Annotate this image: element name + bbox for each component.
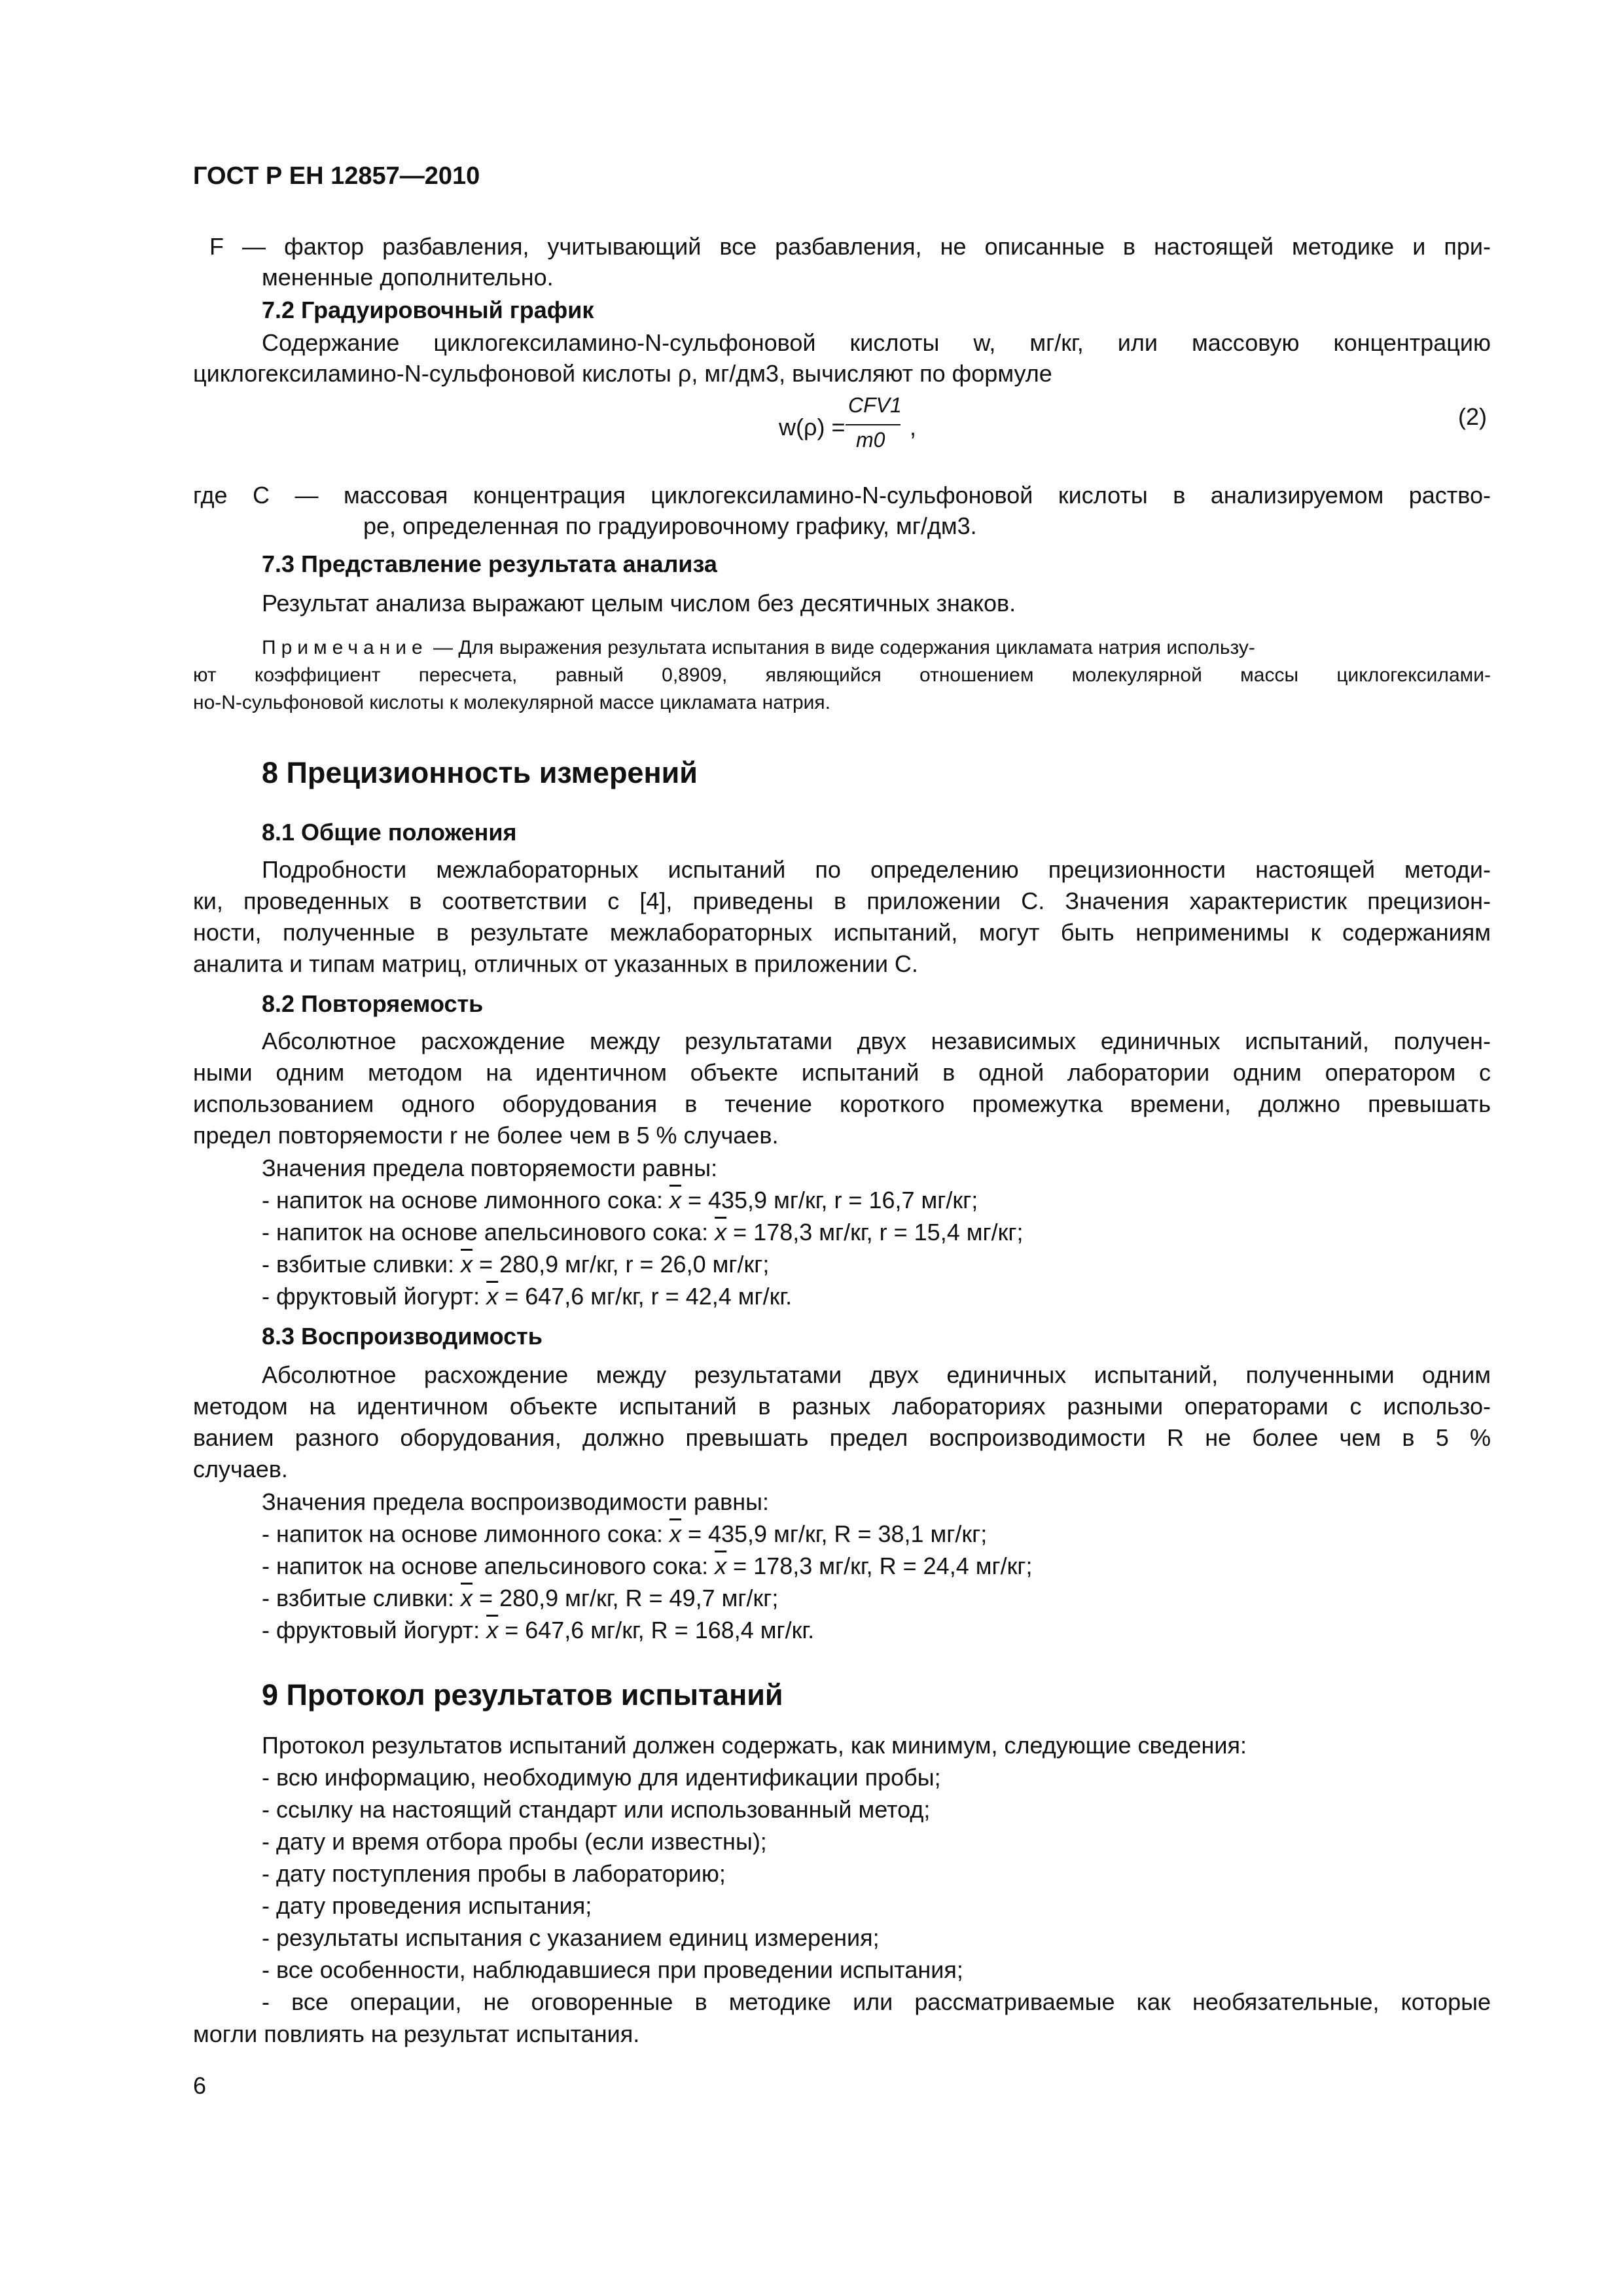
protocol-item: - дату и время отбора пробы (если известны); — [262, 1828, 767, 1855]
reproducibility-item: - взбитые сливки: $\overline{x} = 280,9$ мг/кг, R = 49,7 мг/кг; — [262, 1585, 779, 1611]
x-mean-symbol: $\overline{x}$ — [669, 1520, 681, 1547]
repeatability-item: - напиток на основе лимонного сока: $\overline{x} = 435,9$ мг/кг, r = 16,7 мг/кг; — [262, 1187, 978, 1213]
protocol-item-last-line-1: - все операции, не оговоренные в методике или рассматриваемые как необязательные, которые — [262, 1988, 1491, 2015]
protocol-item: - дату поступления пробы в лабораторию; — [262, 1860, 726, 1887]
section-7-2-title: 7.2 Градуировочный график — [262, 296, 594, 323]
protocol-item: - дату проведения испытания; — [262, 1892, 592, 1919]
section-7-3-para: Результат анализа выражают целым числом без десятичных знаков. — [262, 590, 1016, 617]
x-mean-symbol: $\overline{x}$ — [486, 1283, 499, 1310]
x-mean-symbol: $\overline{x}$ — [461, 1585, 473, 1611]
formula-numerator: CFV1 — [848, 393, 902, 417]
section-8-1-line-2: ки, проведенных в соответствии с [4], приведены в приложении С. Значения характеристик прецизион- — [193, 888, 1491, 914]
reproducibility-item: - фруктовый йогурт: $\overline{x} = 647,6$ мг/кг, R = 168,4 мг/кг. — [262, 1617, 815, 1643]
protocol-item-last-line-2: могли повлиять на результат испытания. — [193, 2020, 640, 2047]
section-8-3-line-3: ванием разного оборудования, должно превышать предел воспроизводимости R не более чем в 5 % — [193, 1424, 1491, 1451]
repeatability-item: - фруктовый йогурт: $\overline{x} = 647,6$ мг/кг, r = 42,4 мг/кг. — [262, 1283, 793, 1310]
document-header-id: ГОСТ Р ЕН 12857—2010 — [193, 162, 480, 190]
section-8-1-line-3: ности, полученные в результате межлабораторных испытаний, могут быть неприменимы к содержаниям — [193, 919, 1491, 946]
section-8-2-title: 8.2 Повторяемость — [262, 990, 484, 1017]
note-line-3: но-N-сульфоновой кислоты к молекулярной массе цикламата натрия. — [193, 692, 830, 713]
note-label: Примечание — [262, 637, 428, 658]
section-9-title: 9 Протокол результатов испытаний — [262, 1678, 783, 1712]
section-8-2-line-1: Абсолютное расхождение между результатами двух независимых единичных испытаний, получен- — [262, 1028, 1491, 1054]
x-mean-symbol: $\overline{x}$ — [715, 1552, 727, 1579]
section-8-3-line-4: случаев. — [193, 1456, 288, 1482]
f-definition-line-1: F — фактор разбавления, учитывающий все разбавления, не описанные в настоящей методике и при- — [209, 233, 1491, 260]
reproducibility-item: - напиток на основе лимонного сока: $\overline{x} = 435,9$ мг/кг, R = 38,1 мг/кг; — [262, 1520, 988, 1547]
section-9-para: Протокол результатов испытаний должен содержать, как минимум, следующие сведения: — [262, 1732, 1247, 1759]
formula-denominator: m0 — [856, 428, 885, 452]
section-8-2-line-2: ными одним методом на идентичном объекте испытаний в одной лаборатории одним оператором с — [193, 1059, 1491, 1086]
section-8-3-line-2: методом на идентичном объекте испытаний в разных лабораториях разными операторами с использо- — [193, 1393, 1491, 1420]
protocol-item: - результаты испытания с указанием единиц измерения; — [262, 1924, 880, 1951]
section-8-3-line-1: Абсолютное расхождение между результатами двух единичных испытаний, полученными одним — [262, 1361, 1491, 1388]
page-number: 6 — [193, 2072, 207, 2099]
formula-comma: , — [910, 414, 917, 440]
repeatability-item: - взбитые сливки: $\overline{x} = 280,9$ мг/кг, r = 26,0 мг/кг; — [262, 1251, 770, 1278]
note-line-2: ют коэффициент пересчета, равный 0,8909, являющийся отношением молекулярной массы циклогексилами- — [193, 664, 1491, 686]
x-mean-symbol: $\overline{x}$ — [669, 1187, 681, 1213]
section-7-2-para-line-1: Содержание циклогексиламино-N-сульфоновой кислоты w, мг/кг, или массовую концентрацию — [262, 329, 1491, 356]
note-text-1: — Для выражения результата испытания в виде содержания цикламата натрия использу- — [427, 637, 1255, 658]
repeatability-item: - напиток на основе апельсинового сока: $\overline{x} = 178,3$ мг/кг, r = 15,4 мг/кг; — [262, 1219, 1024, 1246]
section-7-3-title: 7.3 Представление результата анализа — [262, 550, 717, 577]
section-8-3-line-5: Значения предела воспроизводимости равны: — [262, 1488, 769, 1515]
x-mean-symbol: $\overline{x}$ — [461, 1251, 473, 1278]
section-8-3-title: 8.3 Воспроизводимость — [262, 1323, 543, 1350]
x-mean-symbol: $\overline{x}$ — [715, 1219, 727, 1246]
section-8-2-line-5: Значения предела повторяемости равны: — [262, 1155, 718, 1181]
section-8-title: 8 Прецизионность измерений — [262, 756, 698, 789]
section-7-2-para-line-2: циклогексиламино-N-сульфоновой кислоты ρ, мг/дм3, вычисляют по формуле — [193, 360, 1052, 387]
c-definition-line-2: ре, определенная по градуировочному графику, мг/дм3. — [363, 512, 977, 539]
formula-lhs: w(ρ) = — [779, 414, 846, 440]
section-8-1-line-4: аналита и типам матриц, отличных от указанных в приложении С. — [193, 950, 918, 977]
protocol-item: - все особенности, наблюдавшиеся при проведении испытания; — [262, 1956, 963, 1983]
note-line-1 — [262, 635, 1255, 661]
c-definition-line-1: где C — массовая концентрация циклогексиламино-N-сульфоновой кислоты в анализируемом раство- — [193, 482, 1491, 509]
reproducibility-item: - напиток на основе апельсинового сока: $\overline{x} = 178,3$ мг/кг, R = 24,4 мг/кг; — [262, 1552, 1033, 1579]
formula-number: (2) — [1458, 403, 1487, 430]
protocol-item: - всю информацию, необходимую для идентификации пробы; — [262, 1764, 941, 1791]
section-8-1-title: 8.1 Общие положения — [262, 819, 517, 846]
section-8-1-line-1: Подробности межлабораторных испытаний по определению прецизионности настоящей методи- — [262, 856, 1491, 883]
section-8-2-line-3: использованием одного оборудования в течение короткого промежутка времени, должно превышать — [193, 1090, 1491, 1117]
protocol-item: - ссылку на настоящий стандарт или использованный метод; — [262, 1796, 931, 1823]
section-8-2-line-4: предел повторяемости r не более чем в 5 % случаев. — [193, 1122, 779, 1149]
formula-fraction-bar — [846, 424, 901, 425]
x-mean-symbol: $\overline{x}$ — [486, 1617, 499, 1643]
f-definition-line-2: мененные дополнительно. — [262, 264, 554, 291]
